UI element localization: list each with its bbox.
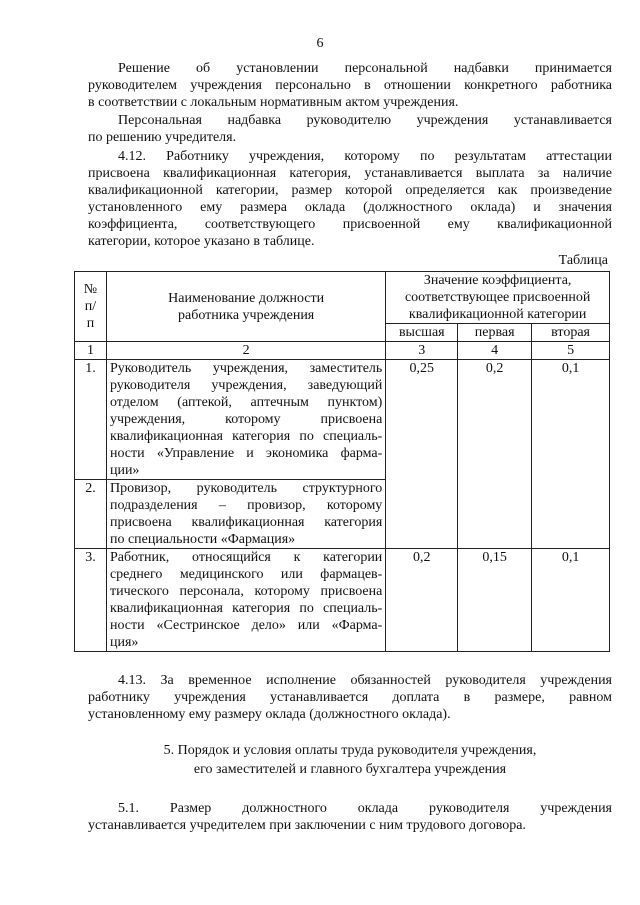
text-line: руководителя учреждения, заведующий bbox=[109, 378, 383, 393]
column-number-row bbox=[75, 342, 610, 360]
table-row bbox=[75, 549, 610, 652]
value-highest: 0,2 bbox=[386, 549, 458, 652]
text-line: учреждения, которому присвоена bbox=[109, 412, 383, 427]
page-number: 6 bbox=[316, 36, 324, 51]
value-highest: 0,25 bbox=[386, 360, 458, 549]
text-line: Руководитель учреждения, заместитель bbox=[109, 361, 383, 376]
text-line: квалификационная категория по специаль- bbox=[109, 429, 383, 444]
value-first: 0,2 bbox=[458, 360, 532, 549]
text-line: присвоена квалификационная категория bbox=[109, 515, 383, 530]
row-number: 1. bbox=[75, 360, 107, 480]
row-position-name bbox=[106, 360, 385, 480]
text-line: квалификационной категории, размер которой определяется как произведение bbox=[88, 183, 612, 198]
row-number: 3. bbox=[75, 549, 107, 652]
text-line: среднего медицинского или фармацев- bbox=[109, 567, 383, 582]
value-second: 0,1 bbox=[532, 360, 610, 549]
value-first: 0,15 bbox=[458, 549, 532, 652]
paragraph-personal-bonus-decision bbox=[88, 60, 612, 111]
paragraph-4-13 bbox=[88, 672, 612, 723]
table-caption: Таблица bbox=[558, 253, 608, 268]
text-line: Провизор, руководитель структурного bbox=[109, 481, 383, 496]
header-number-line: п/ bbox=[84, 299, 97, 314]
text-line: коэффициента, соответствующего присвоенной ему квалификационной bbox=[88, 217, 612, 232]
text-line: тического персонала, которому присвоена bbox=[109, 584, 383, 599]
text-line: присвоена квалификационная категория, устанавливается выплата за наличие bbox=[88, 166, 612, 181]
text-line: работнику учреждения устанавливается доплата в размере, равном bbox=[88, 690, 612, 705]
text-line: 4.13. За временное исполнение обязанностей руководителя учреждения bbox=[118, 673, 612, 688]
text-line: в соответствии с локальным нормативным актом учреждения. bbox=[88, 95, 459, 110]
table-header-row bbox=[75, 272, 610, 324]
section-5-title bbox=[88, 741, 612, 779]
text-line: подразделения – провизор, которому bbox=[109, 498, 383, 513]
header-position-line: Наименование должности bbox=[168, 290, 325, 306]
header-coefficient bbox=[386, 272, 610, 324]
paragraph-4-12 bbox=[88, 148, 612, 250]
text-line: 5.1. Размер должностного оклада руководителя учреждения bbox=[118, 801, 612, 816]
text-line: устанавливается учредителем при заключении с ним трудового договора. bbox=[88, 818, 526, 833]
column-number: 5 bbox=[532, 342, 610, 360]
section-title-line: его заместителей и главного бухгалтера учреждения bbox=[193, 762, 507, 777]
header-number bbox=[75, 272, 107, 342]
header-coefficient-line: соответствующее присвоенной bbox=[404, 290, 591, 305]
text-line: ности «Управление и экономика фарма- bbox=[109, 446, 383, 461]
header-category-highest: высшая bbox=[386, 324, 458, 342]
header-category-second: вторая bbox=[532, 324, 610, 342]
header-number-line: № bbox=[83, 282, 98, 297]
text-line: ции» bbox=[109, 463, 140, 478]
header-position-line: работника учреждения bbox=[178, 307, 315, 323]
text-line: квалификационная категория по специаль- bbox=[109, 601, 383, 616]
section-title-line: 5. Порядок и условия оплаты труда руководителя учреждения, bbox=[163, 743, 537, 758]
text-line: Работник, относящийся к категории bbox=[109, 550, 383, 565]
text-line: руководителем учреждения персонально в отношении конкретного работника bbox=[88, 78, 612, 93]
header-coefficient-line: Значение коэффициента, bbox=[423, 273, 572, 288]
text-line: установленному ему размеру оклада (должностного оклада). bbox=[88, 707, 451, 722]
text-line: отделом (аптекой, аптечным пунктом) bbox=[109, 395, 383, 410]
text-line: ности «Сестринское дело» или «Фарма- bbox=[109, 618, 383, 633]
text-line: по специальности «Фармация» bbox=[109, 532, 296, 547]
value-second: 0,1 bbox=[532, 549, 610, 652]
text-line: 4.12. Работнику учреждения, которому по результатам аттестации bbox=[118, 149, 612, 164]
header-category-first: первая bbox=[458, 324, 532, 342]
header-number-line: п bbox=[86, 316, 95, 331]
paragraph-5-1 bbox=[88, 800, 612, 834]
text-line: Персональная надбавка руководителю учреждения устанавливается bbox=[118, 113, 612, 128]
text-line: категории, которое указано в таблице. bbox=[88, 234, 315, 249]
text-line: установленного ему размера оклада (должностного оклада) и значения bbox=[88, 200, 612, 215]
row-position-name bbox=[106, 549, 385, 652]
table-row bbox=[75, 360, 610, 480]
header-position bbox=[106, 272, 385, 342]
text-line: по решению учредителя. bbox=[88, 130, 237, 145]
text-line: Решение об установлении персональной надбавки принимается bbox=[118, 61, 612, 76]
header-coefficient-line: квалификационной категории bbox=[408, 307, 587, 322]
coefficient-table bbox=[74, 271, 610, 652]
text-line: ция» bbox=[109, 635, 139, 650]
column-number: 4 bbox=[458, 342, 532, 360]
column-number: 2 bbox=[106, 342, 385, 360]
column-number: 3 bbox=[386, 342, 458, 360]
row-position-name bbox=[106, 480, 385, 549]
column-number: 1 bbox=[75, 342, 107, 360]
row-number: 2. bbox=[75, 480, 107, 549]
paragraph-director-bonus bbox=[88, 112, 612, 146]
